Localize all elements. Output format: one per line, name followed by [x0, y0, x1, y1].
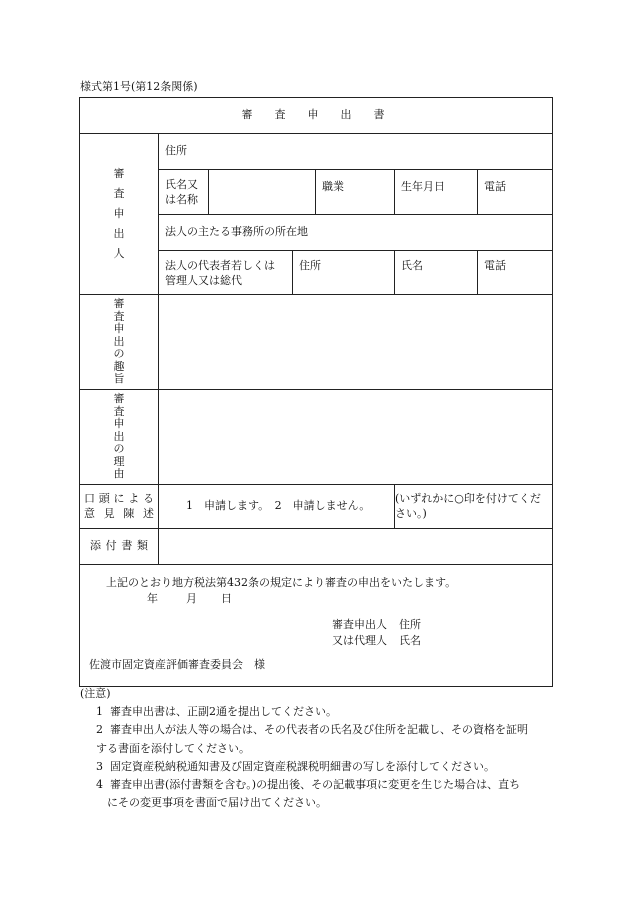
corporate-office-field[interactable] [159, 215, 553, 251]
representative-address-field[interactable] [293, 251, 395, 295]
form-number-label: 様式第1号(第12条関係) [80, 80, 198, 93]
applicant-occupation-field[interactable] [316, 170, 395, 215]
representative-name-field[interactable] [395, 251, 478, 295]
applicant-signature-block[interactable]: 審査申出人 住所 又は代理人 氏名 [332, 617, 421, 647]
purpose-field[interactable] [159, 295, 553, 390]
date-line[interactable]: 年 月 日 [147, 591, 232, 605]
reason-field[interactable] [159, 390, 553, 485]
oral-options-text: 1 申請します。 2 申請しません。 [185, 499, 371, 513]
note-item: 1 審査申出書は、正副2通を提出してください。 [96, 705, 337, 719]
applicant-phone-field[interactable] [478, 170, 553, 215]
oral-statement-label: 口頭による 意見陳述 [80, 485, 159, 529]
representative-name-label: 氏名 [401, 259, 423, 272]
applicant-name-label: 氏名又 は名称 [159, 170, 209, 215]
applicant-address-label: 住所 [165, 144, 187, 158]
note-item: 3 固定資産税納税通知書及び固定資産税課税明細書の写しを添付してください。 [96, 759, 495, 773]
note-item-continuation: にその変更事項を書面で届け出てください。 [107, 796, 327, 810]
representative-label: 法人の代表者若しくは 管理人又は総代 [159, 251, 293, 295]
representative-address-label: 住所 [299, 259, 321, 272]
applicant-section-label: 審 査 申 出 人 [80, 134, 159, 295]
note-item-continuation: する書面を添付してください。 [96, 741, 250, 755]
applicant-name-field[interactable] [209, 170, 316, 215]
phone-label: 電話 [484, 180, 506, 193]
representative-phone-field[interactable] [478, 251, 553, 295]
applicant-birthdate-field[interactable] [395, 170, 478, 215]
representative-phone-label: 電話 [484, 259, 506, 272]
declaration-text: 上記のとおり地方税法第432条の規定により審査の申出をいたします。 [106, 575, 457, 589]
attachments-field[interactable] [159, 528, 553, 564]
occupation-label: 職業 [322, 180, 344, 193]
oral-statement-note: (いずれかに○印を付けてください。) [395, 485, 553, 529]
notes-heading: (注意) [80, 687, 111, 700]
attachments-label: 添付書類 [80, 528, 159, 564]
committee-addressee: 佐渡市固定資産評価審査委員会 様 [89, 657, 265, 671]
form-title: 審査申出書 [80, 98, 553, 134]
applicant-address-field[interactable] [159, 134, 553, 170]
declaration-section [80, 564, 553, 686]
application-form-table [79, 97, 553, 687]
notes-section [80, 685, 560, 812]
note-item: 2 審査申出人が法人等の場合は、その代表者の氏名及び住所を記載し、その資格を証明 [96, 723, 528, 737]
birthdate-label: 生年月日 [401, 180, 445, 193]
oral-statement-options[interactable] [159, 485, 395, 529]
purpose-label: 審 査 申 出 の 趣 旨 [80, 295, 159, 390]
corporate-office-label: 法人の主たる事務所の所在地 [165, 225, 308, 239]
note-item: 4 審査申出書(添付書類を含む。)の提出後、その記載事項に変更を生じた場合は、直ち [96, 778, 521, 792]
reason-label: 審 査 申 出 の 理 由 [80, 390, 159, 485]
